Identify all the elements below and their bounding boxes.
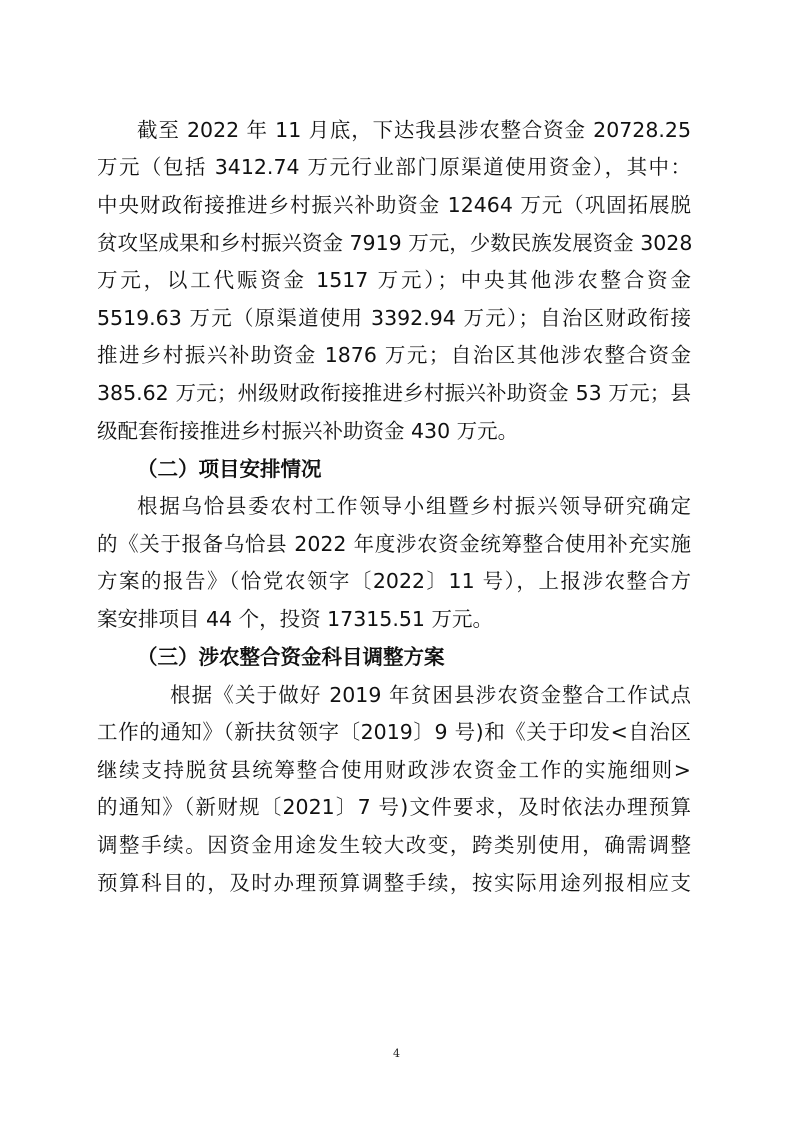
paragraph3-line-1: 根据《关于做好 2019 年贫困县涉农资金整合工作试点 (170, 683, 691, 707)
paragraph2-line-2: 的《关于报备乌恰县 2022 年度涉农资金统筹整合使用补充实施 (97, 532, 691, 556)
section-heading-2: （二）项目安排情况 (137, 457, 322, 481)
paragraph3-line-3: 继续支持脱贫县统筹整合使用财政涉农资金工作的实施细则> (97, 758, 691, 782)
paragraph2-line-3: 方案的报告》（恰党农领字〔2022〕11 号），上报涉农整合方 (97, 569, 691, 593)
paragraph1-line-8: 385.62 万元；州级财政衔接推进乡村振兴补助资金 53 万元；县 (97, 381, 691, 405)
paragraph3-line-2: 工作的通知》（新扶贫领字〔2019〕9 号)和《关于印发<自治区 (97, 720, 691, 744)
paragraph3-line-5: 调整手续。因资金用途发生较大改变，跨类别使用，确需调整 (97, 833, 691, 857)
paragraph2-line-4: 案安排项目 44 个，投资 17315.51 万元。 (97, 607, 493, 631)
paragraph1-line-4: 贫攻坚成果和乡村振兴资金 7919 万元，少数民族发展资金 3028 (97, 231, 693, 255)
paragraph3-line-6: 预算科目的，及时办理预算调整手续，按实际用途列报相应支 (97, 871, 691, 895)
paragraph1-line-2: 万元（包括 3412.74 万元行业部门原渠道使用资金），其中： (97, 155, 691, 179)
paragraph1-line-6: 5519.63 万元（原渠道使用 3392.94 万元）；自治区财政衔接 (97, 306, 691, 330)
paragraph1-line-9: 级配套衔接推进乡村振兴补助资金 430 万元。 (97, 419, 519, 443)
paragraph2-line-1: 根据乌恰县委农村工作领导小组暨乡村振兴领导研究确定 (137, 494, 691, 518)
page-number: 4 (393, 1047, 400, 1060)
paragraph1-line-3: 中央财政衔接推进乡村振兴补助资金 12464 万元（巩固拓展脱 (97, 193, 691, 217)
paragraph3-line-4: 的通知》（新财规〔2021〕7 号)文件要求，及时依法办理预算 (97, 795, 691, 819)
section-heading-3: （三）涉农整合资金科目调整方案 (137, 645, 445, 669)
paragraph1-line-5: 万元，以工代赈资金 1517 万元）；中央其他涉农整合资金 (97, 268, 691, 292)
paragraph1-line-1: 截至 2022 年 11 月底，下达我县涉农整合资金 20728.25 (137, 118, 691, 142)
paragraph1-line-7: 推进乡村振兴补助资金 1876 万元；自治区其他涉农整合资金 (97, 343, 691, 367)
